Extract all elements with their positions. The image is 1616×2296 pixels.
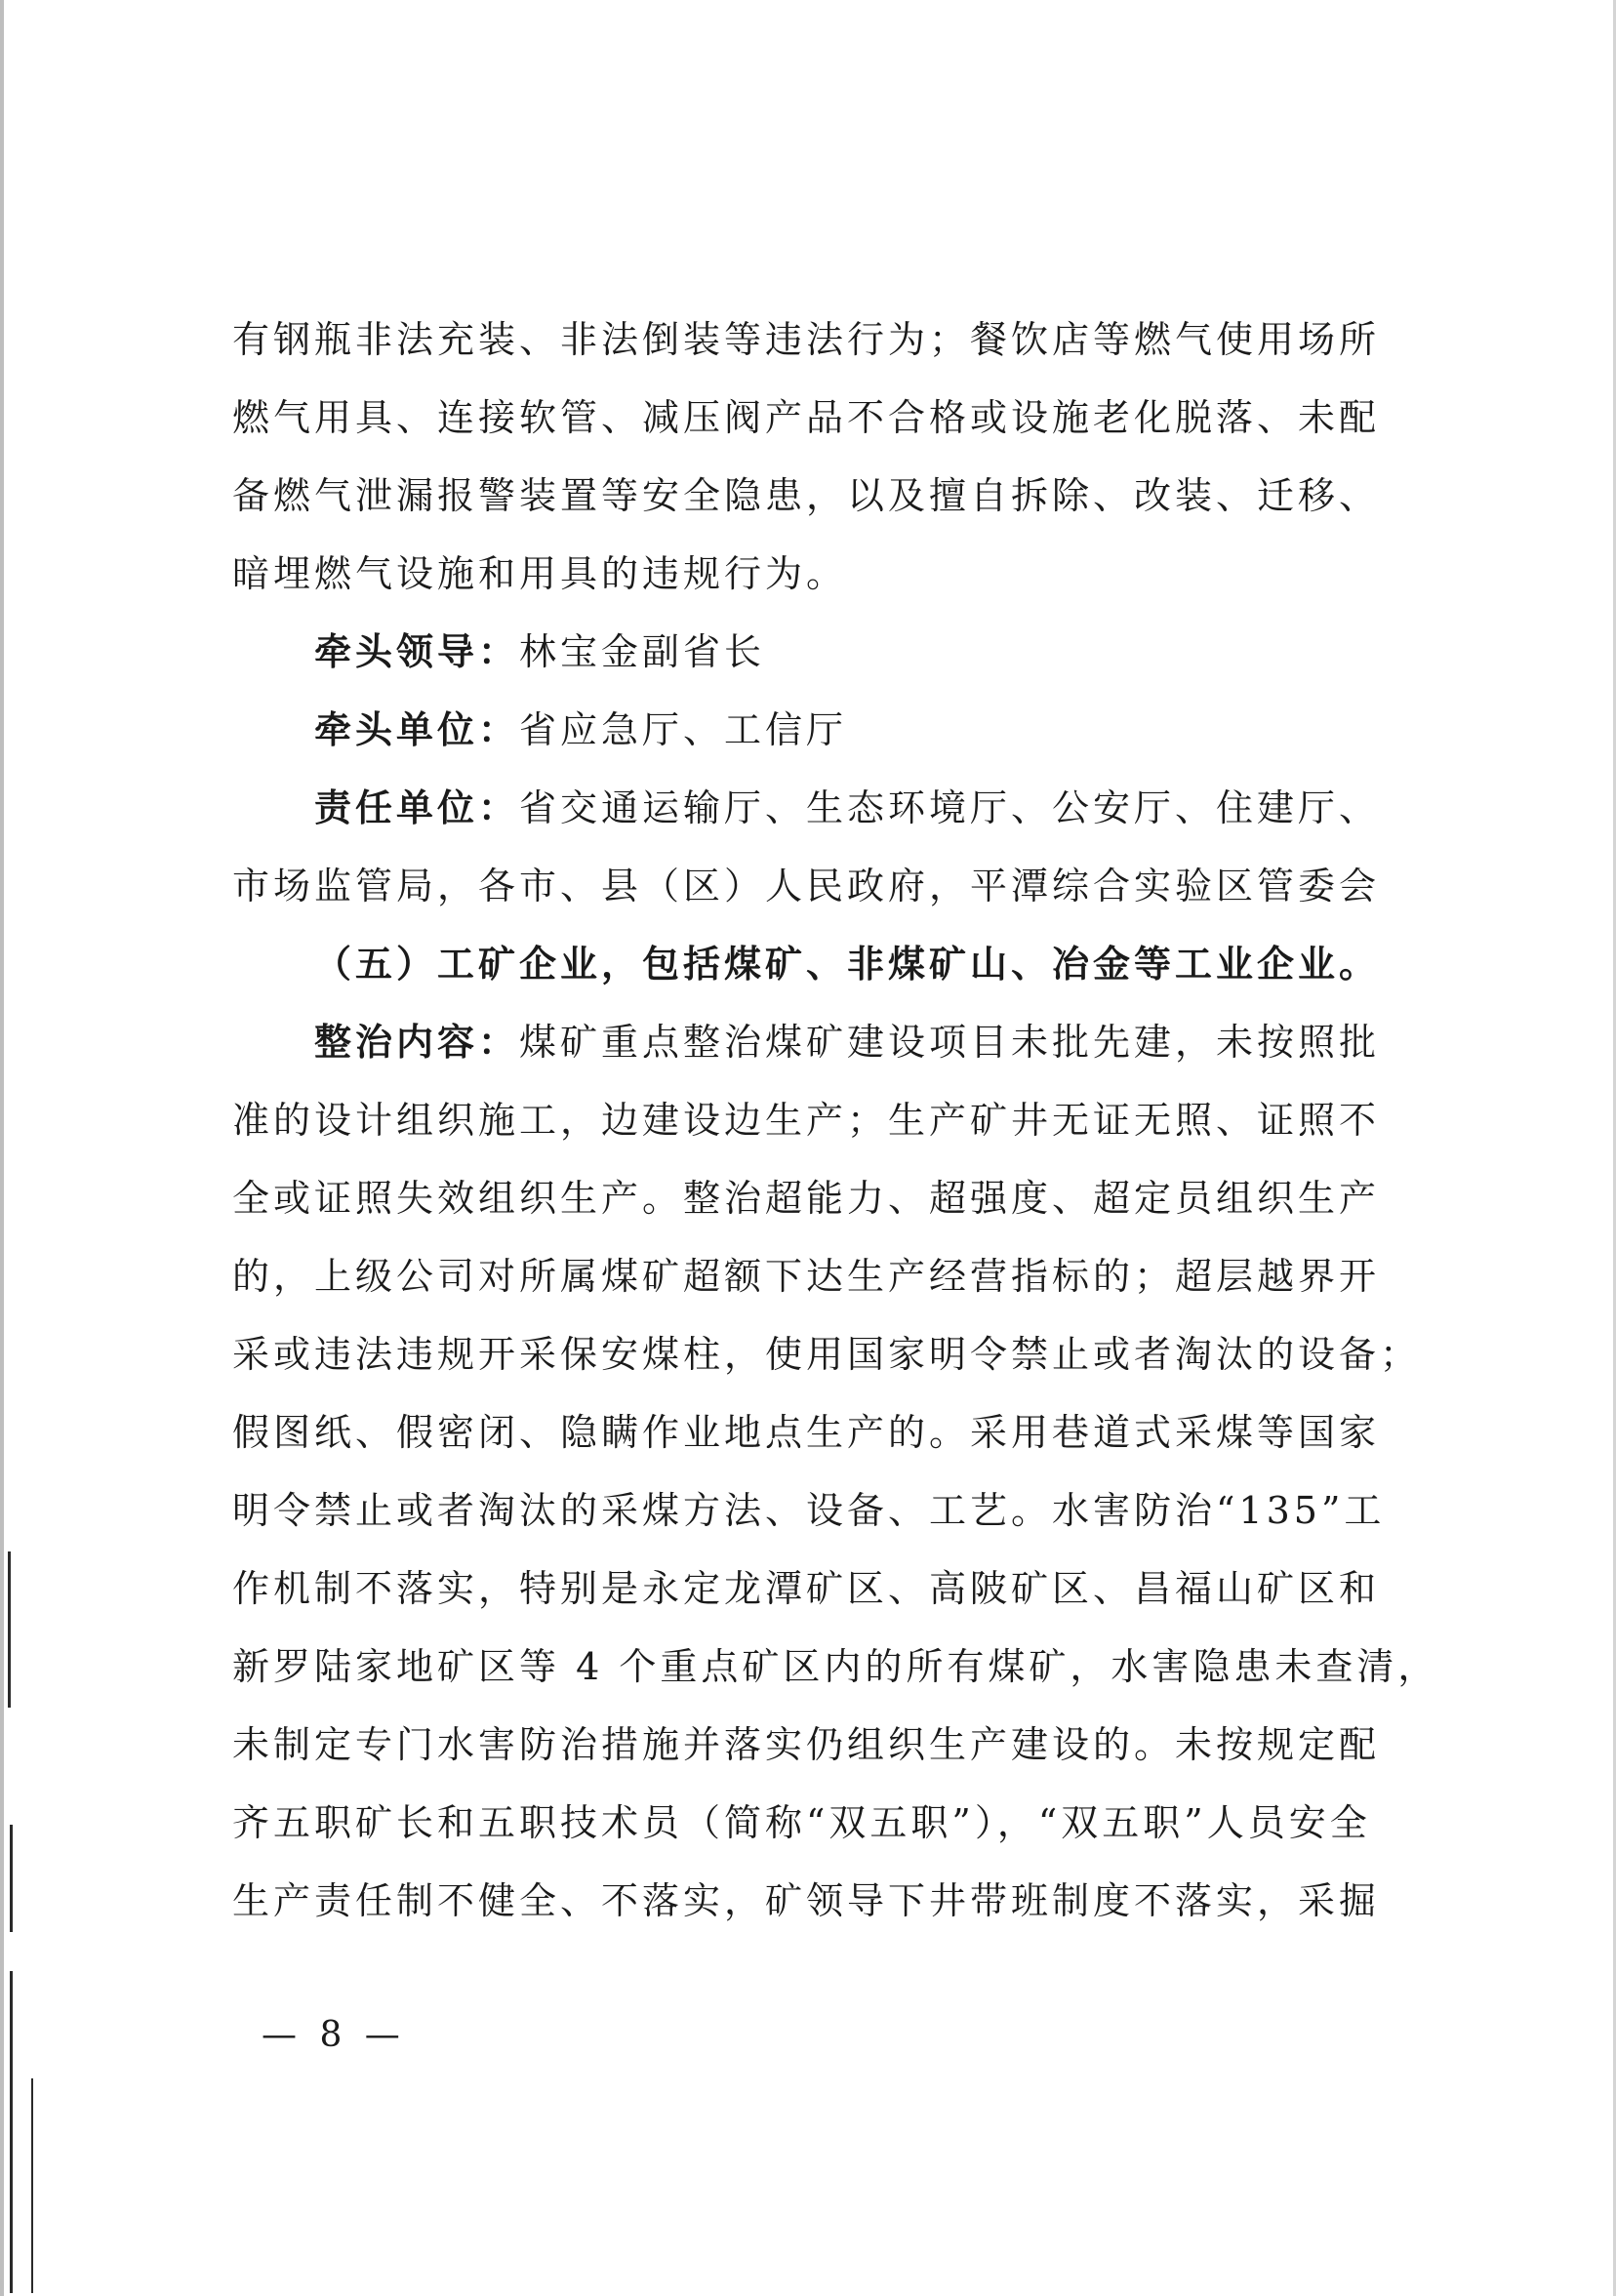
text-line: 新罗陆家地矿区等 4 个重点矿区内的所有煤矿，水害隐患未查清， — [232, 1645, 1439, 1688]
scan-artifact-line — [8, 1551, 11, 1708]
section-five-rest: 包括煤矿、非煤矿山、冶金等工业企业。 — [642, 943, 1381, 986]
text-line: 准的设计组织施工，边建设边生产；生产矿井无证无照、证照不 — [232, 1099, 1381, 1142]
text-line: 未制定专门水害防治措施并落实仍组织生产建设的。未按规定配 — [232, 1723, 1381, 1766]
scan-artifact-line — [10, 1971, 13, 2293]
lead-leader-line — [232, 613, 1384, 691]
text-line: 明令禁止或者淘汰的采煤方法、设备、工艺。水害防治“135”工 — [232, 1489, 1386, 1532]
section-heading-five — [232, 925, 1384, 1003]
text-line: 生产责任制不健全、不落实，矿领导下井带班制度不落实，采掘 — [232, 1879, 1381, 1922]
text-line: 燃气用具、连接软管、减压阀产品不合格或设施老化脱落、未配 — [232, 396, 1381, 439]
lead-unit-label: 牵头单位： — [314, 708, 520, 751]
text-line: 全或证照失效组织生产。整治超能力、超强度、超定员组织生产 — [232, 1177, 1381, 1220]
text-line: 备燃气泄漏报警装置等安全隐患，以及擅自拆除、改装、迁移、 — [232, 474, 1381, 517]
text-line: 暗埋燃气设施和用具的违规行为。 — [232, 552, 848, 595]
lead-leader-value: 林宝金副省长 — [519, 630, 766, 673]
rectification-line — [232, 1003, 1384, 1081]
scan-artifact-line — [10, 1825, 13, 1932]
document-body — [232, 301, 1439, 1940]
text-line: 的，上级公司对所属煤矿超额下达生产经营指标的；超层越界开 — [232, 1255, 1381, 1298]
text-line: 采或违法违规开采保安煤柱，使用国家明令禁止或者淘汰的设备； — [232, 1333, 1422, 1376]
section-five-heading: （五）工矿企业， — [314, 943, 643, 986]
text-line: 假图纸、假密闭、隐瞒作业地点生产的。采用巷道式采煤等国家 — [232, 1411, 1381, 1454]
scan-edge — [0, 0, 4, 2296]
text-line: 有钢瓶非法充装、非法倒装等违法行为；餐饮店等燃气使用场所 — [232, 318, 1381, 361]
text-line: 作机制不落实，特别是永定龙潭矿区、高陂矿区、昌福山矿区和 — [232, 1567, 1381, 1610]
page-number: — 8 — — [262, 2015, 406, 2055]
rectification-first-line: 煤矿重点整治煤矿建设项目未批先建，未按照批 — [519, 1021, 1381, 1064]
responsible-unit-line — [232, 769, 1384, 847]
responsible-unit-continuation: 市场监管局，各市、县（区）人民政府，平潭综合实验区管委会 — [232, 865, 1381, 907]
lead-unit-value: 省应急厅、工信厅 — [519, 708, 848, 751]
responsible-unit-value: 省交通运输厅、生态环境厅、公安厅、住建厅、 — [519, 786, 1381, 829]
lead-unit-line — [232, 691, 1384, 769]
lead-leader-label: 牵头领导： — [314, 630, 520, 673]
responsible-unit-label: 责任单位： — [314, 786, 520, 829]
rectification-label: 整治内容： — [314, 1021, 520, 1064]
scan-artifact-line — [31, 2078, 33, 2293]
text-line: 齐五职矿长和五职技术员（简称“双五职”），“双五职”人员安全 — [232, 1801, 1371, 1844]
